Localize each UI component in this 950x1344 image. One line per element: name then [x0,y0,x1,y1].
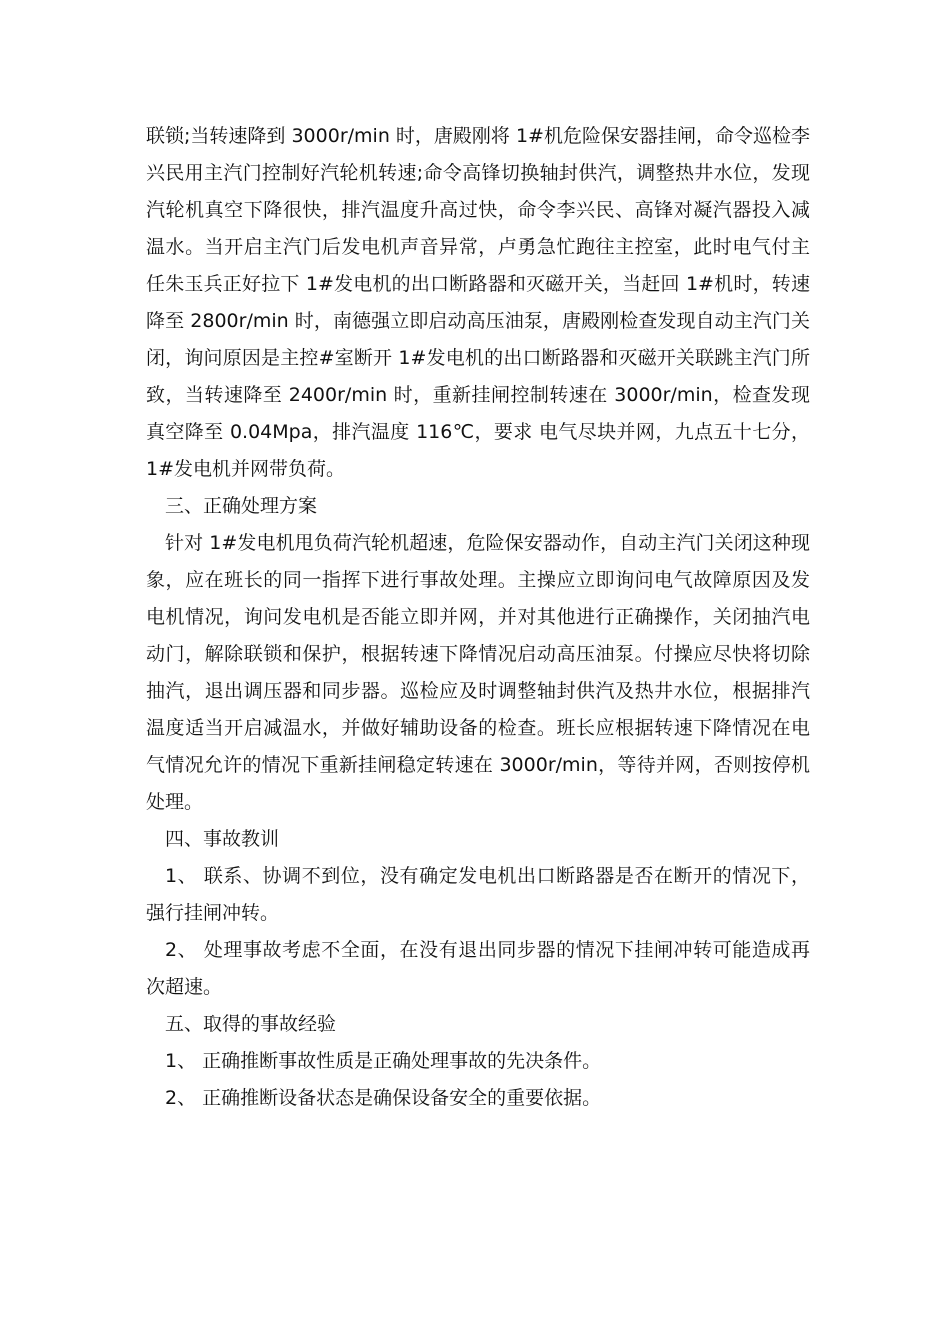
experience-item-1: 1、 正确推断事故性质是正确处理事故的先决条件。 [165,1050,602,1072]
correct-handling-paragraph: 针对 1#发电机甩负荷汽轮机超速，危险保安器动作，自动主汽门关闭这种现象，应在班长的同一指挥下进行事故处理。主操应立即询问电气故障原因及发电机情况，询问发电机是否能立即并网，并对其他进行正确操作，关闭抽汽电动门，解除联锁和保护，根据转速下降情况启动高压油泵。付操应尽快将切除抽汽，退出调压器和同步器。巡检应及时调整轴封供汽及热井水位，根据排汽温度适当开启减温水，并做好辅助设备的检查。班长应根据转速下降情况在电气情况允许的情况下重新挂闸稳定转速在 3000r/min，等待并网，否则按停机处理。 [146,532,810,813]
document-page [146,118,810,1117]
experience-item-2: 2、 正确推断设备状态是确保设备安全的重要依据。 [165,1087,602,1109]
lesson-item-2: 2、 处理事故考虑不全面，在没有退出同步器的情况下挂闸冲转可能造成再次超速。 [146,939,810,998]
section-heading-correct-handling: 三、正确处理方案 [165,495,318,517]
section-heading-lessons: 四、事故教训 [165,828,280,850]
accident-process-paragraph: 联锁;当转速降到 3000r/min 时，唐殿刚将 1#机危险保安器挂闸，命令巡检李兴民用主汽门控制好汽轮机转速;命令高锋切换轴封供汽，调整热井水位，发现汽轮机真空下降很快，排汽温度升高过快，命令李兴民、高锋对凝汽器投入减温水。当开启主汽门后发电机声音异常，卢勇急忙跑往主控室，此时电气付主任朱玉兵正好拉下 1#发电机的出口断路器和灭磁开关，当赶回 1#机时，转速降至 2800r/min 时，南德强立即启动高压油泵，唐殿刚检查发现自动主汽门关闭，询问原因是主控#室断开 1#发电机的出口断路器和灭磁开关联跳主汽门所致，当转速降至 2400r/min 时，重新挂闸控制转速在 3000r/min，检查发现真空降至 0.04Mpa，排汽温度 116℃，要求 电气尽块并网，九点五十七分，1#发电机并网带负荷。 [146,125,810,480]
lesson-item-1: 1、 联系、协调不到位，没有确定发电机出口断路器是否在断开的情况下，强行挂闸冲转。 [146,865,810,924]
section-heading-experience: 五、取得的事故经验 [165,1013,337,1035]
